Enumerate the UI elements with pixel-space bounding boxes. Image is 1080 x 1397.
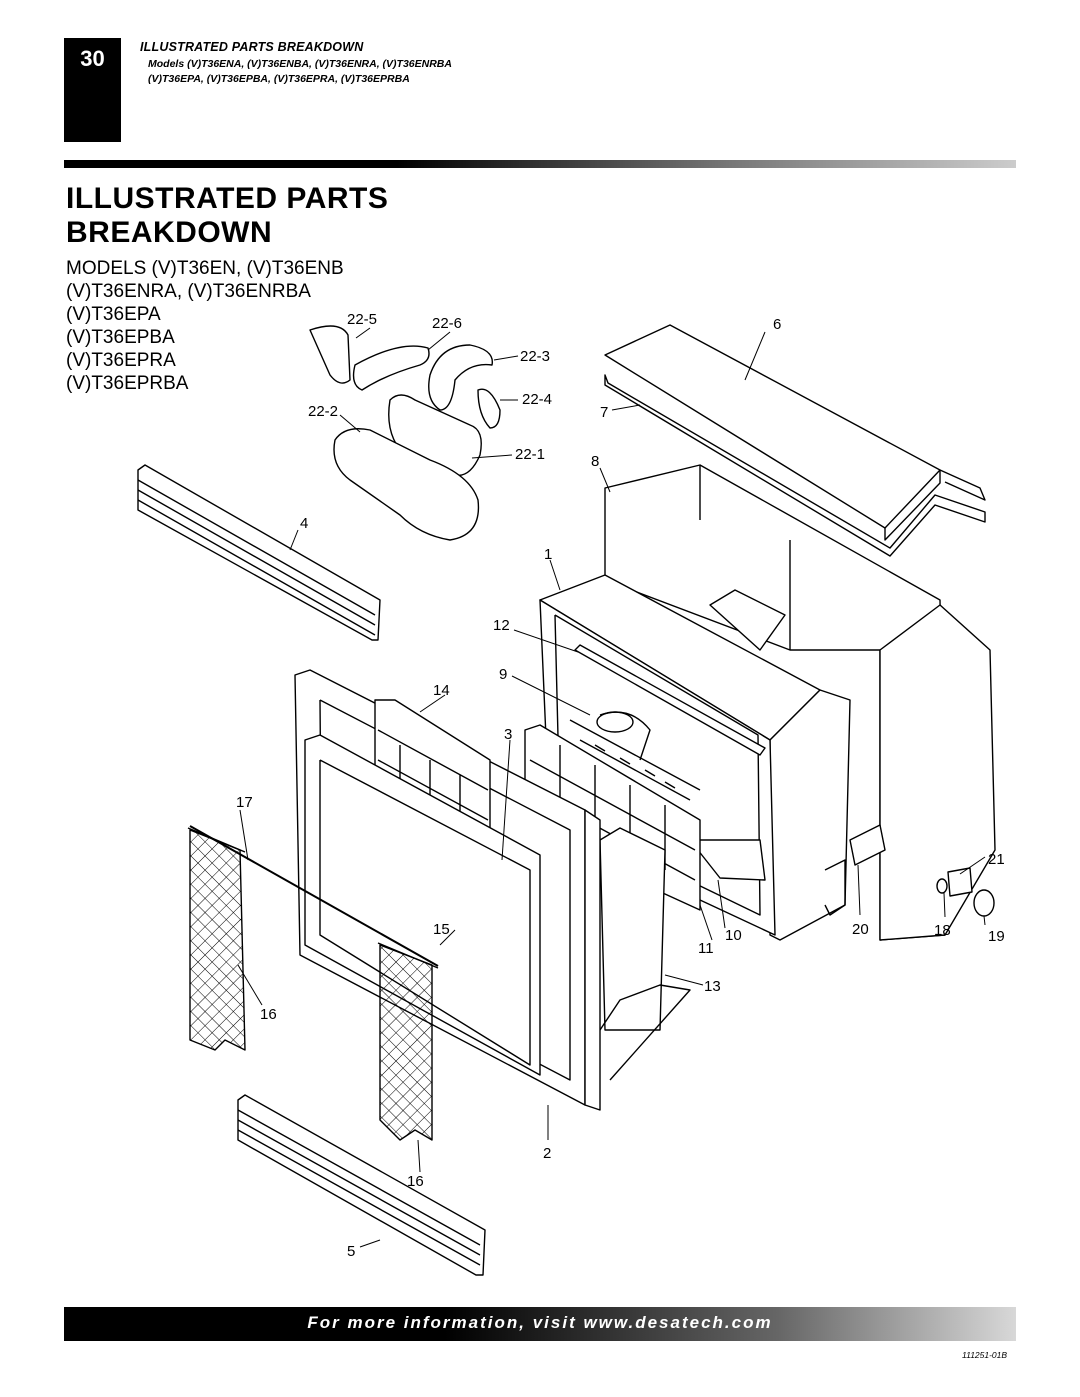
callout-16-bottom: 16 <box>407 1173 424 1190</box>
page-title-line-1: ILLUSTRATED PARTS <box>66 182 389 215</box>
models-item: (V)T36EPBA <box>66 327 175 348</box>
mesh-screen-part-16-right <box>378 943 438 1140</box>
callout-1: 1 <box>544 546 553 563</box>
callout-22-4: 22-4 <box>522 391 553 408</box>
callout-7: 7 <box>600 404 609 421</box>
page-number: 30 <box>64 38 121 142</box>
log-part-22-6 <box>354 346 429 390</box>
callout-11: 11 <box>698 940 714 957</box>
callout-17: 17 <box>236 794 253 811</box>
callout-9: 9 <box>499 666 508 683</box>
callout-19: 19 <box>988 928 1005 945</box>
footer-bar <box>64 1307 1016 1341</box>
callout-22-1: 22-1 <box>515 446 546 463</box>
callout-22-2: 22-2 <box>308 403 339 420</box>
callout-15: 15 <box>433 921 450 938</box>
louver-part-4 <box>138 465 380 640</box>
callout-4: 4 <box>300 515 309 532</box>
models-item: MODELS (V)T36EN, (V)T36ENB <box>66 258 344 279</box>
callout-2: 2 <box>543 1145 552 1162</box>
callout-13: 13 <box>704 978 721 995</box>
callout-12: 12 <box>493 617 510 634</box>
footer-link-text[interactable]: For more information, visit www.desatech.com <box>307 1313 773 1332</box>
box-part-21 <box>948 868 972 896</box>
page-title-line-2: BREAKDOWN <box>66 216 273 249</box>
callout-5: 5 <box>347 1243 356 1260</box>
log-part-22-4 <box>478 389 500 428</box>
callout-22-6: 22-6 <box>432 315 463 332</box>
callout-8: 8 <box>591 453 600 470</box>
callout-16-top: 16 <box>260 1006 277 1023</box>
models-item: (V)T36EPA <box>66 304 161 325</box>
callout-22-3: 22-3 <box>520 348 551 365</box>
board-part-11 <box>600 828 665 1030</box>
callout-22-5: 22-5 <box>347 311 378 328</box>
models-item: (V)T36EPRBA <box>66 373 189 394</box>
callout-6: 6 <box>773 316 782 333</box>
models-item: (V)T36ENRA, (V)T36ENRBA <box>66 281 311 302</box>
louver-part-5 <box>238 1095 485 1275</box>
header-models-line-2: (V)T36EPA, (V)T36EPBA, (V)T36EPRA, (V)T36EPRBA <box>148 73 410 85</box>
callout-18: 18 <box>934 922 951 939</box>
callout-3: 3 <box>504 726 513 743</box>
document-code: 111251-01B <box>962 1350 1008 1360</box>
callout-21: 21 <box>988 851 1005 868</box>
header-models-line-1: Models (V)T36ENA, (V)T36ENBA, (V)T36ENRA, (V)T36ENRBA <box>148 58 452 70</box>
models-item: (V)T36EPRA <box>66 350 176 371</box>
callout-10: 10 <box>725 927 742 944</box>
callout-20: 20 <box>852 921 869 938</box>
header-section-title: ILLUSTRATED PARTS BREAKDOWN <box>140 40 364 54</box>
cap-part-19 <box>974 890 994 916</box>
mesh-screen-part-16-left <box>188 828 245 1050</box>
log-part-22-5 <box>310 326 350 383</box>
fitting-part-18 <box>937 879 947 893</box>
callout-14: 14 <box>433 682 450 699</box>
